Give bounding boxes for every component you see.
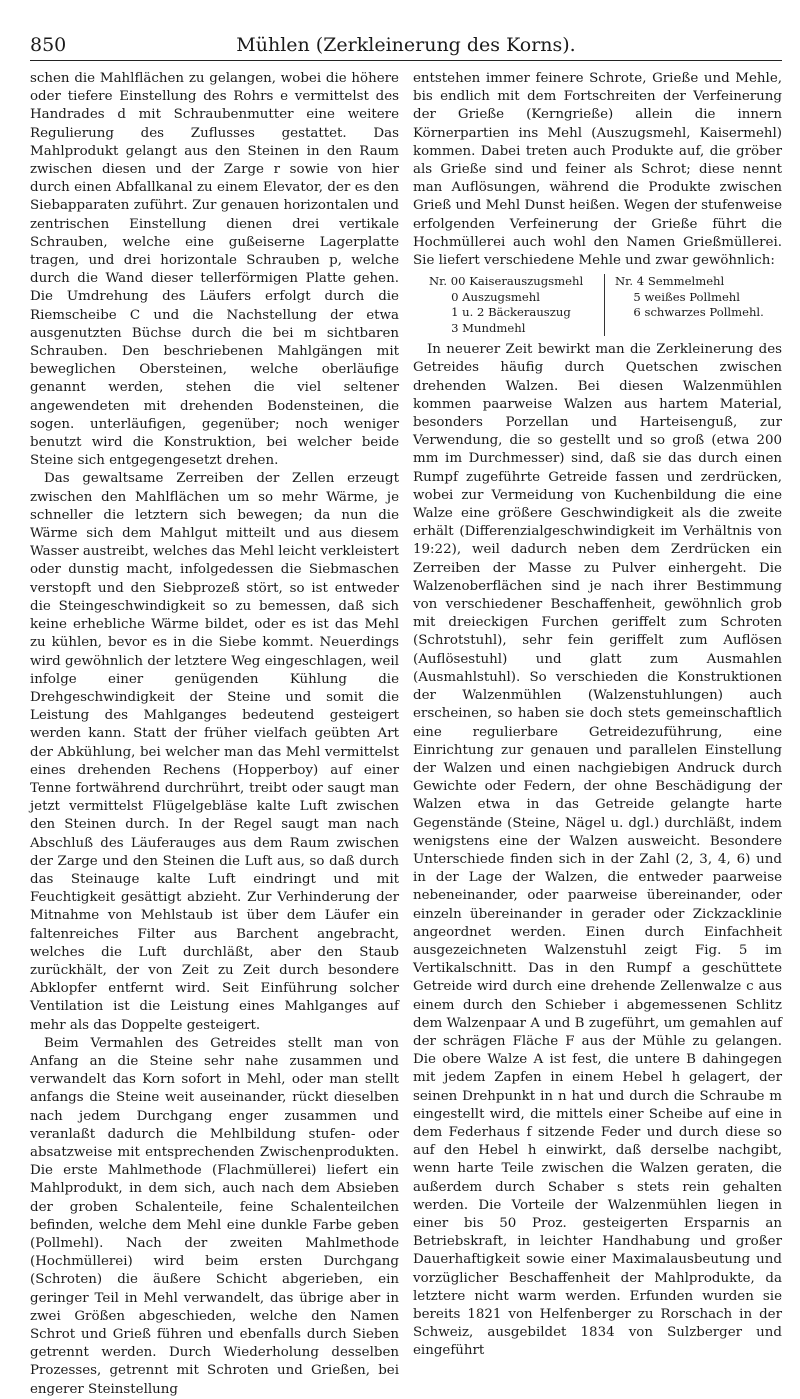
list-item: Nr. 4 Semmelmehl <box>615 274 725 289</box>
right-column <box>413 70 782 1359</box>
paragraph: In neuerer Zeit bewirkt man die Zerkleinerung des Getreides häufig durch Quetschen zwischen drehenden Walzen. Bei diesen Walzenmühlen kommen paarweise Walzen aus hartem Material, besonders Porzellan und Harteisenguß, zur Verwendung, die so gestellt und so groß (etwa 200 mm im Durchmesser) sind, daß sie das durch einen Rumpf zugeführte Getreide fassen und zerdrücken, wobei zur Vermeidung von Kuchenbildung die eine Walze eine größere Geschwindigkeit als die zweite erhält (Differenzialgeschwindigkeit im Verhältnis von 19:22), weil dadurch neben dem Zerdrücken ein Zerreiben der Masse zu Pulver einhergeht. Die Walzenoberflächen sind je nach ihrer Bestimmung von verschiedener Beschaffenheit, gewöhnlich grob mit dreieckigen Furchen geriffelt zum Schroten (Schrotstuhl), sehr fein geriffelt zum Auflösen (Auflösestuhl) und glatt zum Ausmahlen (Ausmahlstuhl). So verschieden die Konstruktionen der Walzenmühlen (Walzenstuhlungen) auch erscheinen, so haben sie doch stets gemeinschaftlich eine regulierbare Getreidezuführung, eine Einrichtung zur genauen und parallelen Einstellung der Walzen und einen nachgiebigen Andruck durch Gewichte oder Federn, der ohne Beschädigung der Walzen etwa in das Getreide gelangte harte Gegenstände (Steine, Nägel u. dgl.) durchläßt, indem wenigstens eine der Walzen ausweicht. Besondere Unterschiede finden sich in der Zahl (2, 3, 4, 6) und in der Lage der Walzen, die entweder paarweise nebeneinander, oder paarweise übereinander, oder einzeln übereinander in gerader oder Zickzacklinie angeordnet werden. Einen durch Einfachheit ausgezeichneten Walzenstuhl zeigt Fig. 5 im Vertikalschnitt. Das in den Rumpf a geschüttete Getreide wird durch eine drehende Zellenwalze c aus einem durch den Schieber i abgemessenen Schlitz dem Walzenpaar A und B zugeführt, um gemahlen auf der schrägen Fläche F aus der Mühle zu gelangen. Die obere Walze A ist fest, die untere B dahingegen mit jedem Zapfen in einem Hebel h gelagert, der seinen Drehpunkt in n hat und durch die Schraube m eingestellt wird, die mittels einer Scheibe auf eine in dem Federhaus f sitzende Feder und durch diese so auf den Hebel h einwirkt, daß derselbe nachgibt, wenn harte Teile zwischen die Walzen geraten, die außerdem durch Schaber s stets rein gehalten werden. Die Vorteile der Walzenmühlen liegen in einer bis 50 Proz. gesteigerten Ersparnis an Betriebskraft, in leichter Handhabung und großer Dauerhaftigkeit sowie einer Maximalausbeutung und vorzüglicher Beschaffenheit der Mahlprodukte, da letztere nicht warm werden. Erfunden wurden sie bereits 1821 von Helfenberger zu Rorschach in der Schweiz, ausgebildet 1834 von Sulzberger und eingeführt <box>413 342 782 1359</box>
list-item: 0 Auszugsmehl <box>429 289 540 304</box>
page-number: 850 <box>30 34 67 56</box>
flour-grade-list-left <box>429 274 604 336</box>
flour-grade-list-right <box>604 274 770 336</box>
list-item: 5 weißes Pollmehl <box>615 289 740 304</box>
list-item: 6 schwarzes Pollmehl. <box>615 305 764 320</box>
page-title: Mühlen (Zerkleinerung des Korns). <box>236 34 576 56</box>
list-item: 3 Mundmehl <box>429 320 526 335</box>
text-columns <box>30 70 782 1397</box>
list-item: Nr. 00 Kaiserauszugsmehl <box>429 274 584 289</box>
list-item: 1 u. 2 Bäckerauszug <box>429 305 571 320</box>
page <box>30 30 782 1397</box>
paragraph: Beim Vermahlen des Getreides stellt man von Anfang an die Steine sehr nahe zusammen und verwandelt das Korn sofort in Mehl, oder man stellt anfangs die Steine weit auseinander, rückt dieselben nach jedem Durchgang enger zusammen und veranlaßt dadurch die Mehlbildung stufen- oder absatzweise mit entsprechenden Zwischenprodukten. Die erste Mahlmethode (Flachmüllerei) liefert ein Mahlprodukt, in dem sich, auch nach dem Absieben der groben Schalenteile, feine Schalenteilchen befinden, welche dem Mehl eine dunkle Farbe geben (Pollmehl). Nach der zweiten Mahlmethode (Hochmüllerei) wird beim ersten Durchgang (Schroten) die äußere Schicht abgerieben, ein geringer Teil in Mehl verwandelt, das übrige aber in zwei Größen abgeschieden, welche den Namen Schrot und Grieß führen und ebenfalls durch Sieben getrennt werden. Durch Wiederholung desselben Prozesses, getrennt mit Schroten und Grießen, bei engerer Steinstellung <box>30 1035 399 1397</box>
paragraph: Das gewaltsame Zerreiben der Zellen erzeugt zwischen den Mahlflächen um so mehr Wärme, je schneller die letztern sich bewegen; da nun die Wärme sich dem Mahlgut mitteilt und aus diesem Wasser austreibt, welches das Mehl leicht verkleistert oder dunstig macht, infolgedessen die Siebmaschen verstopft und den Siebprozeß stört, so ist entweder die Steingeschwindigkeit so zu bemessen, daß sich keine erhebliche Wärme bildet, oder es ist das Mehl zu kühlen, bevor es in die Siebe kommt. Neuerdings wird gewöhnlich der letztere Weg eingeschlagen, weil infolge einer genügenden Kühlung die Drehgeschwindigkeit der Steine und somit die Leistung des Mahlganges bedeutend gesteigert werden kann. Statt der früher vielfach geübten Art der Abkühlung, bei welcher man das Mehl vermittelst eines drehenden Rechens (Hopperboy) auf einer Tenne fortwährend durchrührt, treibt oder saugt man jetzt vermittelst Flügelgebläse kalte Luft zwischen den Steinen durch. In der Regel saugt man nach Abschluß des Läuferauges aus dem Raum zwischen der Zarge und den Steinen die Luft aus, so daß durch das Steinauge kalte Luft eindringt und mit Feuchtigkeit gesättigt abzieht. Zur Verhinderung der Mitnahme von Mehlstaub ist über dem Läufer ein faltenreiches Filter aus Barchent angebracht, welches die Luft durchläßt, aber den Staub zurückhält, der von Zeit zu Zeit durch besondere Abklopfer entfernt wird. Seit Einführung solcher Ventilation ist die Leistung eines Mahlganges auf mehr als das Doppelte gesteigert. <box>30 471 399 1033</box>
left-column <box>30 70 399 1397</box>
page-header <box>30 30 782 61</box>
flour-grade-list <box>429 274 782 336</box>
paragraph: entstehen immer feinere Schrote, Grieße und Mehle, bis endlich mit dem Fortschreiten der Verfeinerung der Grieße (Kerngrieße) allein die innern Körnerpartien ins Mehl (Auszugsmehl, Kaisermehl) kommen. Dabei treten auch Produkte auf, die gröber als Grieße sind und feiner als Schrot; diese nennt man Auflösungen, während die Produkte zwischen Grieß und Mehl Dunst heißen. Wegen der stufenweise erfolgenden Verfeinerung der Grieße führt die Hochmüllerei auch wohl den Namen Grießmüllerei. Sie liefert verschiedene Mehle und zwar gewöhnlich: <box>413 71 782 269</box>
paragraph: schen die Mahlflächen zu gelangen, wobei die höhere oder tiefere Einstellung des Rohrs e vermittelst des Handrades d mit Schraubenmutter eine weitere Regulierung des Zuflusses gestattet. Das Mahlprodukt gelangt aus den Steinen in den Raum zwischen diesen und der Zarge r sowie von hier durch einen Abfallkanal zu einem Elevator, der es den Siebapparaten zuführt. Zur genauen horizontalen und zentrischen Einstellung dienen drei vertikale Schrauben, welche eine gußeiserne Lagerplatte tragen, und drei horizontale Schrauben p, welche durch die Wand dieser tellerförmigen Platte gehen. Die Umdrehung des Läufers erfolgt durch die Riemscheibe C und die Nachstellung der etwa ausgenutzten Büchse durch die bei m sichtbaren Schrauben. Den beschriebenen Mahlgängen mit beweglichen Obersteinen, welche oberläufige genannt werden, stehen die viel seltener angewendeten mit drehenden Bodensteinen, die sogen. unterläufigen, gegenüber; noch weniger benutzt wird die Konstruktion, bei welcher beide Steine sich entgegengesetzt drehen. <box>30 71 399 469</box>
